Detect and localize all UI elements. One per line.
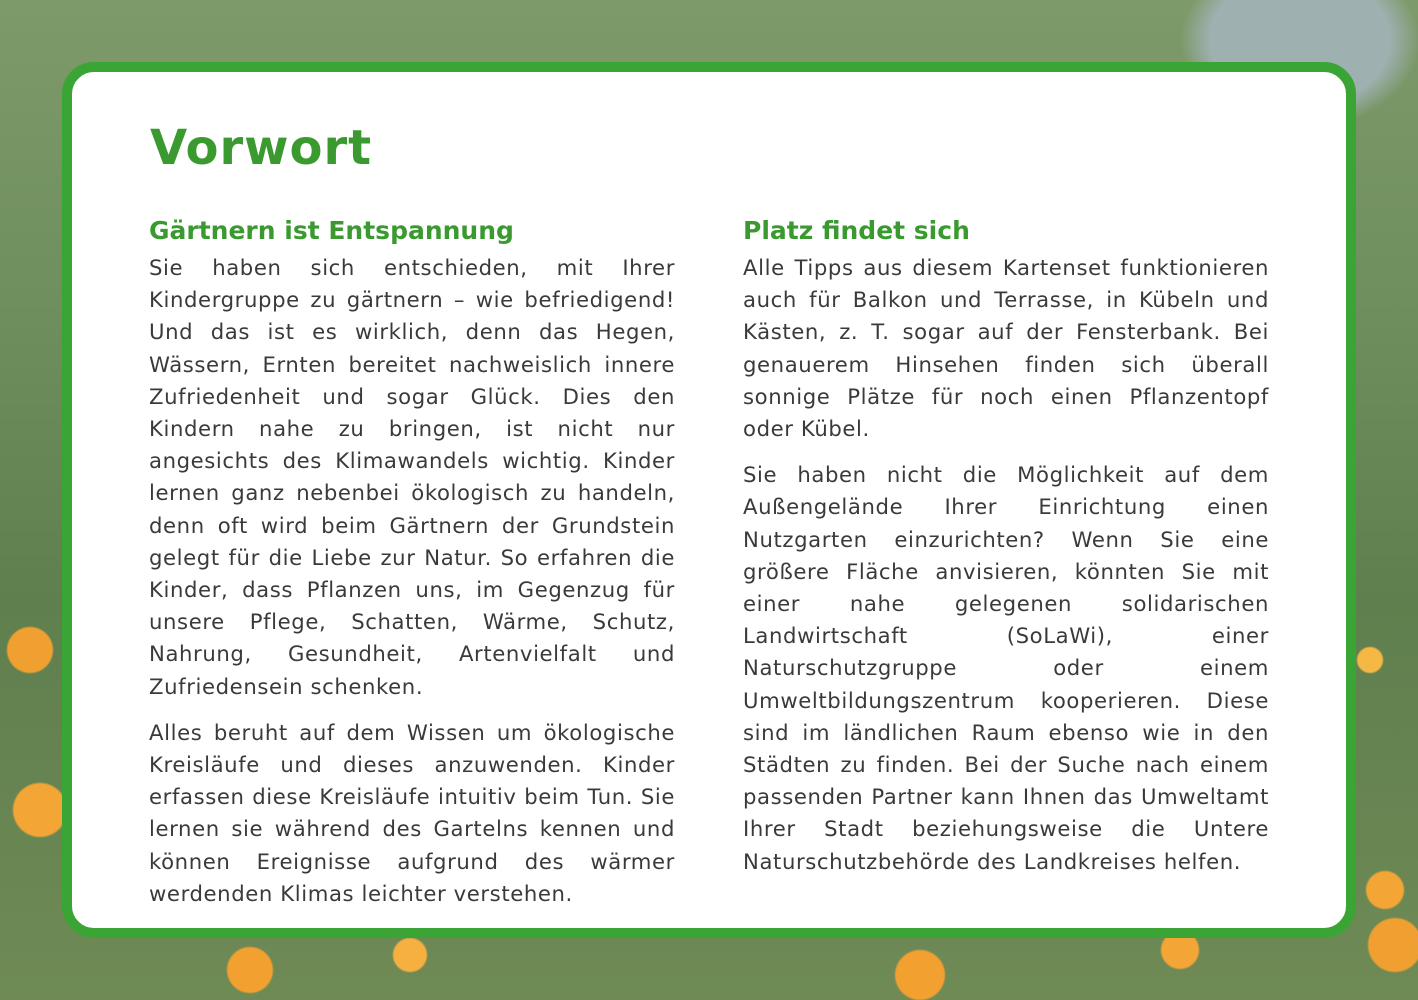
left-column bbox=[149, 214, 675, 924]
paragraph: Alle Tipps aus diesem Kartenset funktionieren auch für Balkon und Terrasse, in Kübeln und Kästen, z. T. sogar auf der Fensterbank. Bei genauerem Hinsehen finden sich überall sonnige Plätze für noch einen Pflanzentopf oder Kübel. bbox=[743, 255, 1269, 442]
paragraph: Sie haben nicht die Möglichkeit auf dem Außengelände Ihrer Einrichtung einen Nutzgarten einzurichten? Wenn Sie eine größere Fläche anvisieren, könnten Sie mit einer nahe gelegenen solidarischen Landwirtschaft (SoLaWi), einer Naturschutzgruppe oder einem Umweltbildungszentrum kooperieren. Diese sind im ländlichen Raum ebenso wie in den Städten zu finden. Bei der Suche nach einem passenden Partner kann Ihnen das Umweltamt Ihrer Stadt beziehungsweise die Untere Naturschutzbehörde des Landkreises helfen. bbox=[743, 462, 1269, 874]
section-heading: Gärtnern ist Entspannung bbox=[149, 216, 514, 245]
paragraph: Alles beruht auf dem Wissen um ökologische Kreisläufe und dieses anzuwenden. Kinder erfassen diese Kreisläufe intuitiv beim Tun. Sie lernen sie während des Gartelns kennen und können Ereignisse aufgrund des wärmer werdenden Klimas leichter verstehen. bbox=[149, 719, 675, 906]
right-column bbox=[743, 214, 1269, 892]
section-heading: Platz findet sich bbox=[743, 216, 970, 245]
paragraph: Sie haben sich entschieden, mit Ihrer Kindergruppe zu gärtnern – wie befriedigend! Und das ist es wirklich, denn das Hegen, Wässern, Ernten bereitet nachweislich innere Zufriedenheit und sogar Glück. Dies den Kindern nahe zu bringen, ist nicht nur angesichts des Klimawandels wichtig. Kinder lernen ganz nebenbei ökologisch zu handeln, denn oft wird beim Gärtnern der Grundstein gelegt für die Liebe zur Natur. So erfahren die Kinder, dass Pflanzen uns, im Gegenzug für unsere Pflege, Schatten, Wärme, Schutz, Nahrung, Gesundheit, Artenvielfalt und Zufriedensein schenken. bbox=[149, 255, 675, 699]
page-title: Vorwort bbox=[150, 120, 373, 176]
